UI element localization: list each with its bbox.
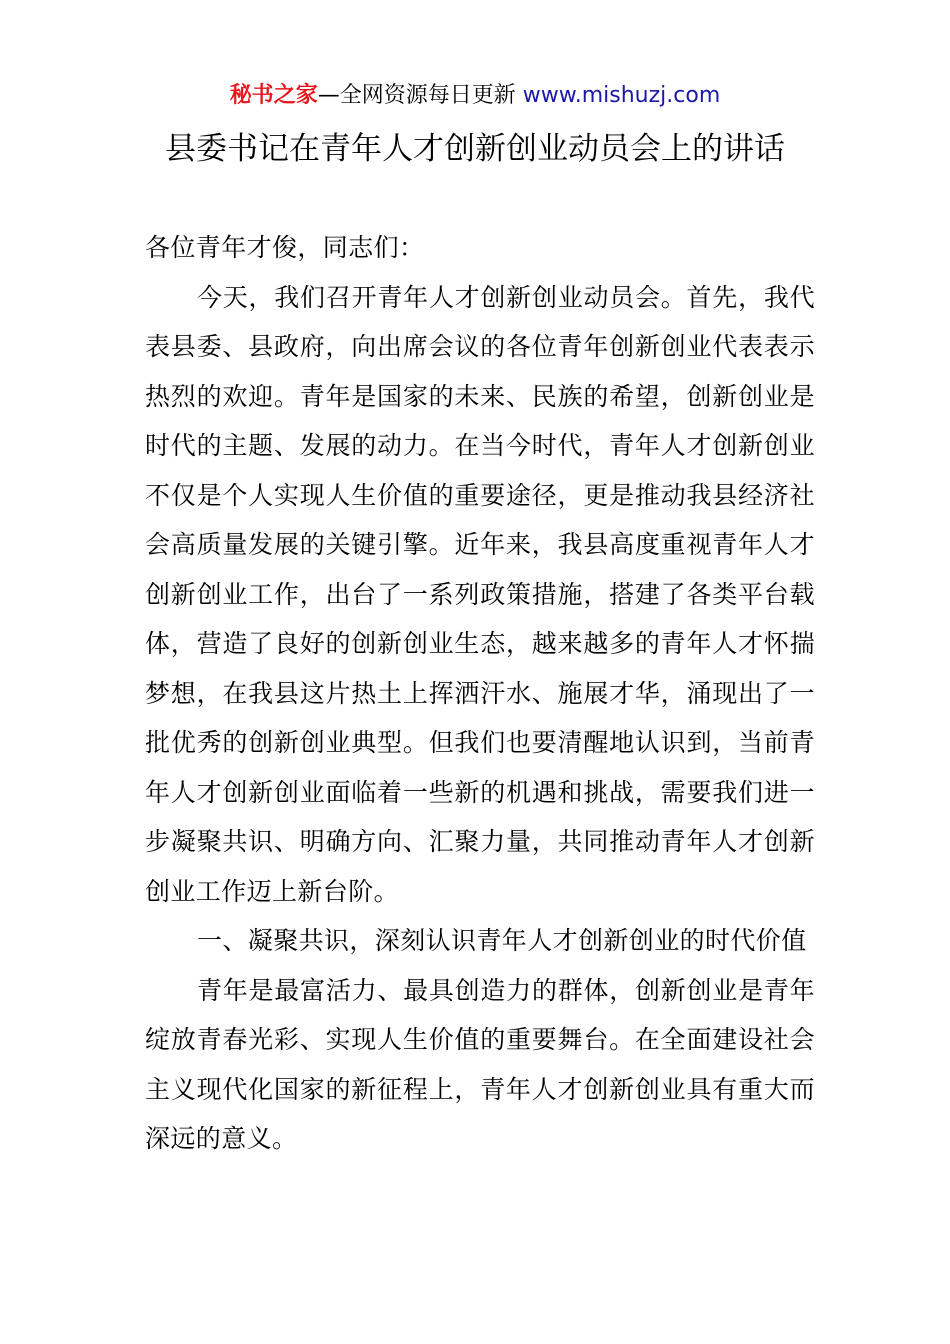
brand-name: 秘书之家 bbox=[229, 83, 318, 108]
site-header bbox=[0, 80, 950, 112]
site-url-link[interactable]: www.mishuzj.com bbox=[522, 83, 721, 108]
paragraph-opening: 今天，我们召开青年人才创新创业动员会。首先，我代表县委、县政府，向出席会议的各位青年创新创业代表表示热烈的欢迎。青年是国家的未来、民族的希望，创新创业是时代的主题、发展的动力。在当今时代，青年人才创新创业不仅是个人实现人生价值的重要途径，更是推动我县经济社会高质量发展的关键引擎。近年来，我县高度重视青年人才创新创业工作，出台了一系列政策措施，搭建了各类平台载体，营造了良好的创新创业生态，越来越多的青年人才怀揣梦想，在我县这片热土上挥洒汗水、施展才华，涌现出了一批优秀的创新创业典型。但我们也要清醒地认识到，当前青年人才创新创业面临着一些新的机遇和挑战，需要我们进一步凝聚共识、明确方向、汇聚力量，共同推动青年人才创新创业工作迈上新台阶。 bbox=[145, 282, 815, 906]
document-title: 县委书记在青年人才创新创业动员会上的讲话 bbox=[165, 131, 785, 167]
site-tagline: —全网资源每日更新 bbox=[317, 83, 523, 108]
section-heading-1: 一、凝聚共识，深刻认识青年人才创新创业的时代价值 bbox=[197, 926, 807, 955]
document-body bbox=[145, 223, 815, 1164]
salutation: 各位青年才俊，同志们： bbox=[145, 233, 425, 262]
paragraph-section-1: 青年是最富活力、最具创造力的群体，创新创业是青年绽放青春光彩、实现人生价值的重要舞台。在全面建设社会主义现代化国家的新征程上，青年人才创新创业具有重大而深远的意义。 bbox=[145, 975, 815, 1153]
